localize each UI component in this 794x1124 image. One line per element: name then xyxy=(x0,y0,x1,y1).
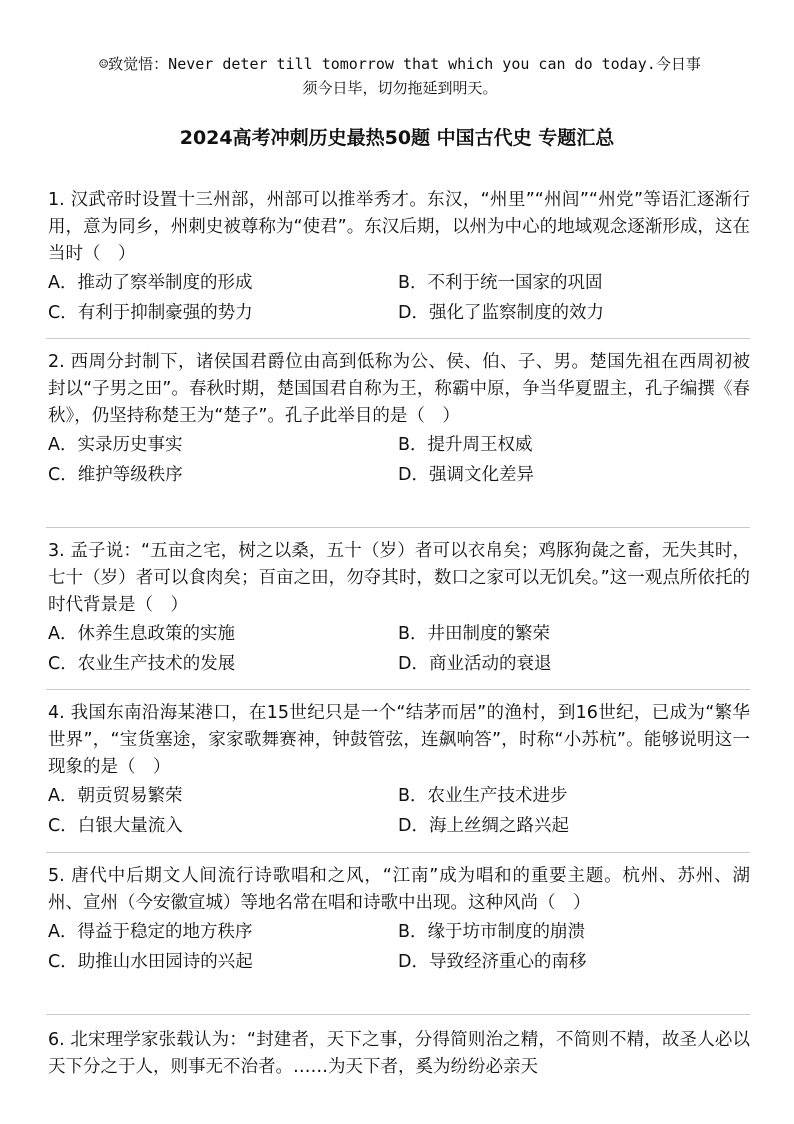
option-b: B．井田制度的繁荣 xyxy=(398,624,551,644)
option-grid xyxy=(48,268,750,328)
divider xyxy=(46,852,750,853)
option-a: A．休养生息政策的实施 xyxy=(48,624,235,644)
motto-line-2: 须今日毕，切勿拖延到明天。 xyxy=(302,79,498,97)
option-c: C．维护等级秩序 xyxy=(48,465,183,485)
question-4 xyxy=(48,700,750,841)
question-1 xyxy=(48,187,750,328)
divider xyxy=(46,689,750,690)
motto xyxy=(46,52,754,100)
option-c: C．农业生产技术的发展 xyxy=(48,654,236,674)
option-b: B．缘于坊市制度的崩溃 xyxy=(398,922,586,942)
option-c: C．白银大量流入 xyxy=(48,816,183,836)
option-grid xyxy=(48,917,750,977)
option-d: D．强调文化差异 xyxy=(398,465,534,485)
option-d: D．强化了监察制度的效力 xyxy=(398,303,604,323)
divider xyxy=(46,338,750,339)
option-c: C．助推山水田园诗的兴起 xyxy=(48,952,253,972)
question-stem: 4. 我国东南沿海某港口，在15世纪只是一个“结茅而居”的渔村，到16世纪，已成为“繁华世界”，“宝货塞途，家家歌舞赛神，钟鼓管弦，连飙响答”，时称“小苏杭”。能够说明这一现象的是（ ） xyxy=(48,703,750,777)
divider xyxy=(46,1014,750,1015)
question-5 xyxy=(48,863,750,977)
option-d: D．海上丝绸之路兴起 xyxy=(398,816,569,836)
question-6 xyxy=(48,1027,750,1081)
option-b: B．不利于统一国家的巩固 xyxy=(398,273,603,293)
option-grid xyxy=(48,619,750,679)
question-2 xyxy=(48,349,750,490)
option-grid xyxy=(48,430,750,490)
option-a: A．得益于稳定的地方秩序 xyxy=(48,922,253,942)
motto-line-1: ☺致觉悟：Never deter till tomorrow that which you can do today.今日事 xyxy=(99,55,701,73)
option-a: A．实录历史事实 xyxy=(48,435,183,455)
divider xyxy=(46,527,750,528)
option-c: C．有利于抑制豪强的势力 xyxy=(48,303,253,323)
option-a: A．朝贡贸易繁荣 xyxy=(48,786,183,806)
question-stem: 1. 汉武帝时设置十三州部，州部可以推举秀才。东汉，“州里”“州闾”“州党”等语汇逐渐行用，意为同乡，州刺史被尊称为“使君”。东汉后期，以州为中心的地域观念逐渐形成，这在当时（ ） xyxy=(48,190,750,264)
option-b: B．农业生产技术进步 xyxy=(398,786,568,806)
option-grid xyxy=(48,781,750,841)
question-stem: 2. 西周分封制下，诸侯国君爵位由高到低称为公、侯、伯、子、男。楚国先祖在西周初被封以“子男之田”。春秋时期，楚国国君自称为王，称霸中原，争当华夏盟主，孔子编撰《春秋》，仍坚持称楚王为“楚子”。孔子此举目的是（ ） xyxy=(48,352,750,426)
question-stem: 5. 唐代中后期文人间流行诗歌唱和之风，“江南”成为唱和的重要主题。杭州、苏州、湖州、宣州（今安徽宣城）等地名常在唱和诗歌中出现。这种风尚（ ） xyxy=(48,866,750,913)
option-d: D．商业活动的衰退 xyxy=(398,654,552,674)
page-title: 2024高考冲刺历史最热50题 中国古代史 专题汇总 xyxy=(179,127,615,149)
question-stem: 3. 孟子说：“五亩之宅，树之以桑，五十（岁）者可以衣帛矣；鸡豚狗彘之畜，无失其时，七十（岁）者可以食肉矣；百亩之田，勿夺其时，数口之家可以无饥矣。”这一观点所依托的时代背景是（ ） xyxy=(48,541,750,615)
option-d: D．导致经济重心的南移 xyxy=(398,952,587,972)
question-3 xyxy=(48,538,750,679)
question-stem: 6. 北宋理学家张载认为：“封建者，天下之事，分得简则治之精，不简则不精，故圣人必以天下分之于人，则事无不治者。……为天下者，奚为纷纷必亲天 xyxy=(48,1030,750,1077)
option-a: A．推动了察举制度的形成 xyxy=(48,273,253,293)
option-b: B．提升周王权威 xyxy=(398,435,533,455)
